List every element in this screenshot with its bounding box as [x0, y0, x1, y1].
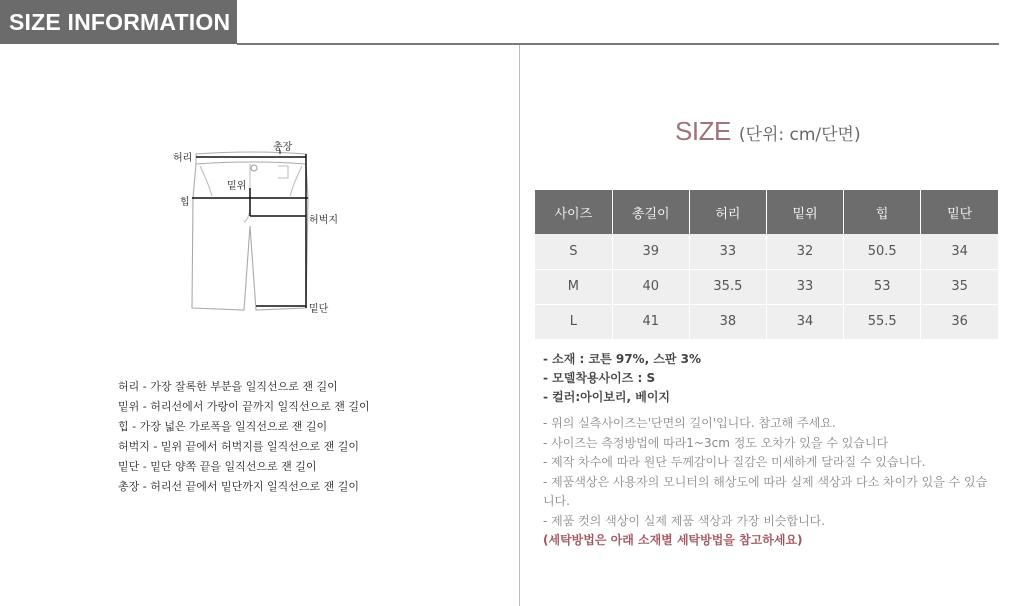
- shorts-diagram: [160, 130, 360, 330]
- notes: [543, 414, 998, 551]
- legend-item: 허벅지 - 밑위 끝에서 허벅지를 일직선으로 잰 길이: [118, 440, 359, 453]
- col-header: 밑단: [921, 190, 998, 234]
- table-cell: 39: [612, 234, 689, 269]
- table-row: [535, 269, 998, 304]
- label-thigh: 허벅지: [309, 215, 338, 226]
- col-header: 힙: [844, 190, 921, 234]
- table-cell: 55.5: [844, 304, 921, 339]
- note-item: - 제작 차수에 따라 원단 두께감이나 질감은 미세하게 달라질 수 있습니다.: [543, 455, 926, 469]
- size-heading-unit: (단위: cm/단면): [738, 125, 861, 145]
- note-item: - 제품 컷의 색상이 실제 제품 색상과 가장 비슷합니다.: [543, 513, 826, 528]
- table-cell: 33: [689, 234, 766, 269]
- table-cell: 50.5: [844, 234, 921, 269]
- measurement-legend: [118, 377, 370, 497]
- table-cell: 41: [612, 304, 689, 339]
- legend-item: 힙 - 가장 넓은 가로폭을 일직선으로 잰 길이: [118, 420, 328, 433]
- col-header: 밑위: [766, 190, 843, 234]
- page-title: SIZE INFORMATION: [0, 0, 237, 44]
- column-divider: [519, 45, 520, 606]
- label-hem: 밑단: [309, 304, 329, 315]
- note-item: - 위의 실측사이즈는'단면의 길이'입니다. 참고해 주세요.: [543, 416, 836, 430]
- legend-item: 총장 - 허리선 끝에서 밑단까지 일직선으로 잰 길이: [118, 480, 359, 493]
- size-table: [535, 190, 998, 340]
- info-model-size: - 모델착용사이즈 : S: [543, 371, 656, 385]
- table-cell: 40: [612, 269, 689, 304]
- table-row: [535, 304, 998, 339]
- col-header: 허리: [689, 190, 766, 234]
- table-cell: 32: [766, 234, 843, 269]
- header-divider: [237, 43, 999, 45]
- table-cell: 33: [766, 269, 843, 304]
- legend-item: 밑위 - 허리선에서 가랑이 끝까지 일직선으로 잰 길이: [118, 400, 370, 413]
- table-cell: 34: [766, 304, 843, 339]
- table-cell: S: [535, 234, 612, 269]
- label-waist: 허리: [173, 153, 193, 164]
- table-cell: 36: [921, 304, 998, 339]
- col-header: 총길이: [612, 190, 689, 234]
- info-material: - 소재 : 코튼 97%, 스판 3%: [543, 352, 702, 366]
- table-cell: L: [535, 304, 612, 339]
- product-info: [543, 350, 998, 551]
- table-cell: M: [535, 269, 612, 304]
- table-cell: 34: [921, 234, 998, 269]
- label-hip: 힙: [180, 197, 190, 208]
- label-rise: 밑위: [227, 181, 247, 192]
- note-item: - 제품색상은 사용자의 모니터의 해상도에 따라 실제 색상과 다소 차이가 있을 수 있습니다.: [543, 474, 988, 508]
- table-cell: 35: [921, 269, 998, 304]
- legend-item: 허리 - 가장 잘록한 부분을 일직선으로 잰 길이: [118, 380, 338, 393]
- label-length: 총장: [273, 142, 293, 153]
- table-row: [535, 234, 998, 269]
- table-cell: 53: [844, 269, 921, 304]
- table-header-row: [535, 190, 998, 234]
- col-header: 사이즈: [535, 190, 612, 234]
- size-heading: [675, 116, 861, 147]
- wash-notice: (세탁방법은 아래 소재별 세탁방법을 참고하세요): [543, 533, 803, 547]
- legend-item: 밑단 - 밑단 양쪽 끝을 일직선으로 잰 길이: [118, 460, 317, 473]
- table-cell: 35.5: [689, 269, 766, 304]
- table-cell: 38: [689, 304, 766, 339]
- size-heading-main: SIZE: [675, 116, 731, 146]
- info-color: - 컬러:아이보리, 베이지: [543, 390, 671, 404]
- note-item: - 사이즈는 측정방법에 따라1~3cm 정도 오차가 있을 수 있습니다: [543, 435, 889, 450]
